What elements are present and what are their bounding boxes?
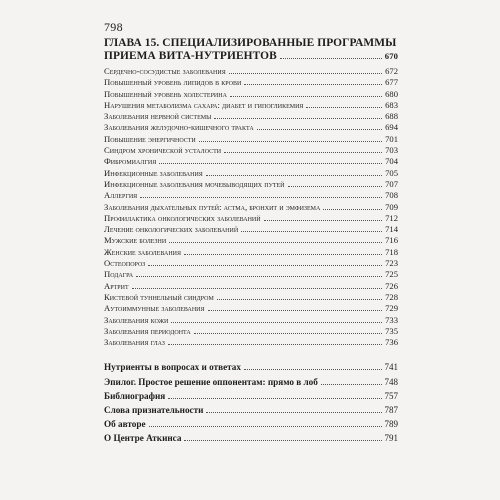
toc-entry-row <box>104 168 398 179</box>
leader-dots <box>244 369 382 370</box>
back-matter-row <box>104 389 398 403</box>
toc-entry-page: 736 <box>385 337 398 348</box>
leader-dots <box>323 209 382 210</box>
toc-entry-page: 708 <box>385 190 398 201</box>
chapter-title-line-1: ГЛАВА 15. СПЕЦИАЛИЗИРОВАННЫЕ ПРОГРАММЫ <box>104 37 397 49</box>
toc-entry-page: 688 <box>385 111 398 122</box>
toc-entry-page: 726 <box>385 280 398 291</box>
toc-entry-title: Нарушения метаболизма сахара: диабет и гипогликемия <box>104 99 304 110</box>
section-list <box>104 66 398 348</box>
toc-entry-row <box>104 281 398 292</box>
toc-entry-row <box>104 269 398 280</box>
toc-entry-row <box>104 145 398 156</box>
toc-entry-title: Заболевания дыхательных путей: астма, бронхит и эмфизема <box>104 201 321 212</box>
leader-dots <box>208 310 383 311</box>
page-number: 798 <box>104 20 123 34</box>
back-matter-row <box>104 431 398 445</box>
toc-entry-row <box>104 337 398 348</box>
toc-entry-title: Кистевой туннельный синдром <box>104 291 214 302</box>
toc-entry-page: 703 <box>385 145 398 156</box>
toc-entry-page: 712 <box>385 212 398 223</box>
leader-dots <box>230 96 382 97</box>
toc-entry-title: Фибромиалгия <box>104 156 157 167</box>
toc-entry-title: Заболевания кожи <box>104 314 169 325</box>
leader-dots <box>257 129 382 130</box>
toc-entry-row <box>104 111 398 122</box>
toc-entry-title: Заболевания периодонта <box>104 325 191 336</box>
toc-entry-page: 714 <box>385 224 398 235</box>
toc-entry-row <box>104 179 398 190</box>
back-matter-title: О Центре Аткинса <box>104 433 182 444</box>
toc-entry-title: Инфекционные заболевания <box>104 167 203 178</box>
toc-entry-title: Профилактика онкологических заболеваний <box>104 212 261 223</box>
back-matter-title: Слова признательности <box>104 405 204 416</box>
toc-entry-title: Мужские болезни <box>104 235 167 246</box>
toc-entry-row <box>104 235 398 246</box>
toc-entry-row <box>104 213 398 224</box>
leader-dots <box>264 220 383 221</box>
toc-entry-row <box>104 303 398 314</box>
back-matter-row <box>104 403 398 417</box>
toc-entry-page: 718 <box>385 246 398 257</box>
leader-dots <box>184 254 382 255</box>
leader-dots <box>159 163 382 164</box>
toc-entry-page: 709 <box>385 201 398 212</box>
leader-dots <box>148 265 382 266</box>
leader-dots <box>136 276 382 277</box>
toc-entry-title: Аллергия <box>104 190 138 201</box>
toc-entry-title: Синдром хронической усталости <box>104 145 222 156</box>
toc-entry-title: Остеопороз <box>104 258 146 269</box>
toc-entry-title: Женские заболевания <box>104 246 181 257</box>
toc-entry-title: Сердечно-сосудистые заболевания <box>104 66 226 76</box>
toc-entry-page: 705 <box>385 167 398 178</box>
back-matter-title: Об авторе <box>104 419 146 430</box>
leader-dots <box>229 73 382 74</box>
leader-dots <box>214 118 382 119</box>
toc-entry-row <box>104 66 398 77</box>
toc-entry-page: 672 <box>385 66 398 76</box>
toc-entry-page: 735 <box>385 325 398 336</box>
toc-entry-row <box>104 122 398 133</box>
back-matter-page: 791 <box>384 433 398 444</box>
leader-dots <box>206 412 381 413</box>
back-matter-page: 748 <box>384 376 398 387</box>
toc-entry-title: Заболевания нервной системы <box>104 111 212 122</box>
toc-entry-title: Аутоиммунные заболевания <box>104 303 205 314</box>
chapter-heading <box>104 37 398 63</box>
toc-entry-page: 677 <box>385 77 398 88</box>
leader-dots <box>168 344 382 345</box>
back-matter-list <box>104 360 398 445</box>
leader-dots <box>306 107 382 108</box>
toc-entry-page: 725 <box>385 269 398 280</box>
leader-dots <box>224 152 382 153</box>
toc-entry-row <box>104 100 398 111</box>
toc-entry-title: Заболевания глаз <box>104 337 165 348</box>
back-matter-page: 757 <box>384 390 398 401</box>
toc-entry-title: Повышенный уровень липидов в крови <box>104 77 242 88</box>
leader-dots <box>140 197 382 198</box>
toc-entry-row <box>104 77 398 88</box>
back-matter-title: Эпилог. Простое решение оппонентам: прямо в лоб <box>104 376 318 387</box>
back-matter-page: 787 <box>384 405 398 416</box>
toc-entry-row <box>104 326 398 337</box>
toc-entry-title: Инфекционные заболевания мочевыводящих путей <box>104 178 285 189</box>
toc-entry-page: 728 <box>385 291 398 302</box>
leader-dots <box>244 84 382 85</box>
toc-entry-row <box>104 89 398 100</box>
toc-entry-page: 723 <box>385 258 398 269</box>
toc-entry-row <box>104 292 398 303</box>
leader-dots <box>280 58 382 59</box>
toc-entry-page: 729 <box>385 303 398 314</box>
toc-entry-row <box>104 134 398 145</box>
leader-dots <box>184 440 381 441</box>
back-matter-title: Нутриенты в вопросах и ответах <box>104 362 241 373</box>
toc-entry-page: 701 <box>385 133 398 144</box>
back-matter-title: Библиография <box>104 390 166 401</box>
toc-entry-row <box>104 190 398 201</box>
table-of-contents <box>104 37 398 446</box>
leader-dots <box>206 175 382 176</box>
leader-dots <box>132 288 382 289</box>
leader-dots <box>217 299 382 300</box>
toc-entry-row <box>104 258 398 269</box>
back-matter-row <box>104 417 398 431</box>
toc-entry-title: Подагра <box>104 269 134 280</box>
chapter-page: 670 <box>384 51 398 61</box>
toc-entry-page: 733 <box>385 314 398 325</box>
toc-entry-row <box>104 247 398 258</box>
leader-dots <box>288 186 383 187</box>
leader-dots <box>169 242 382 243</box>
toc-entry-row <box>104 224 398 235</box>
toc-entry-title: Заболевания желудочно-кишечного тракта <box>104 122 254 133</box>
toc-entry-page: 694 <box>385 122 398 133</box>
leader-dots <box>199 141 382 142</box>
toc-entry-title: Повышенный уровень холестерина <box>104 88 227 99</box>
chapter-title-line-2: ПРИЕМА ВИТА-НУТРИЕНТОВ <box>104 50 277 62</box>
leader-dots <box>171 322 382 323</box>
back-matter-page: 789 <box>384 419 398 430</box>
leader-dots <box>321 384 382 385</box>
toc-entry-page: 707 <box>385 178 398 189</box>
toc-entry-page: 716 <box>385 235 398 246</box>
back-matter-row <box>104 375 398 389</box>
toc-entry-page: 683 <box>385 99 398 110</box>
leader-dots <box>241 231 382 232</box>
chapter-title-row <box>104 50 398 63</box>
toc-entry-title: Повышение энергичности <box>104 133 196 144</box>
toc-entry-page: 704 <box>385 156 398 167</box>
leader-dots <box>168 398 381 399</box>
leader-dots <box>149 426 382 427</box>
toc-entry-row <box>104 202 398 213</box>
back-matter-page: 741 <box>384 362 398 373</box>
toc-entry-title: Артрит <box>104 280 129 291</box>
toc-entry-title: Лечение онкологических заболеваний <box>104 224 239 235</box>
leader-dots <box>194 333 382 334</box>
toc-entry-row <box>104 315 398 326</box>
back-matter-row <box>104 360 398 374</box>
toc-entry-row <box>104 156 398 167</box>
toc-entry-page: 680 <box>385 88 398 99</box>
